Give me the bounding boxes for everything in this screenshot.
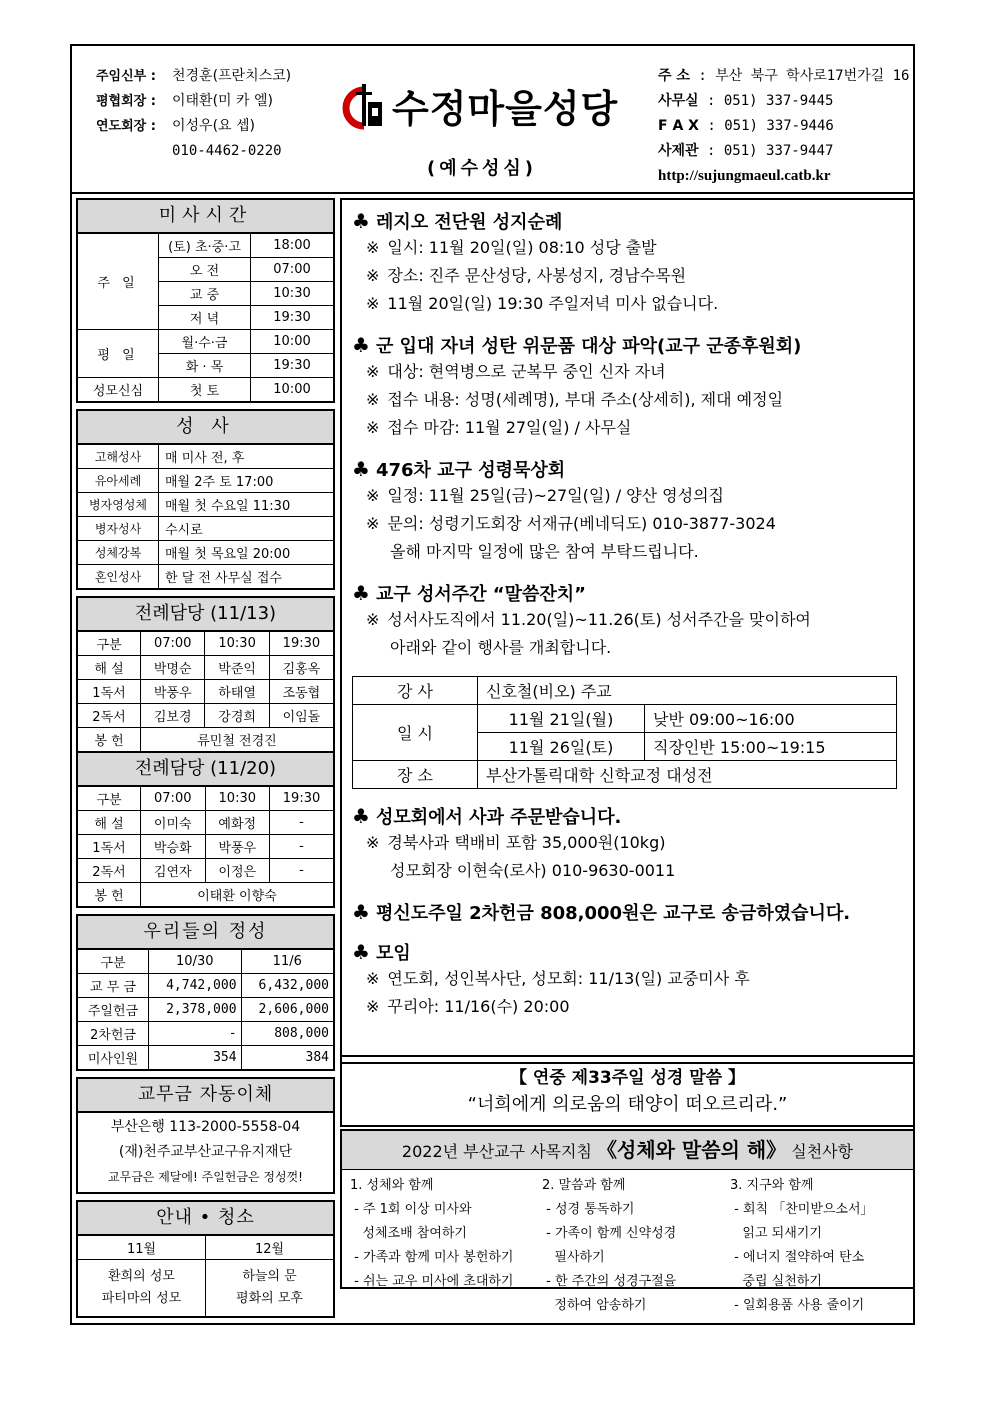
bulletin-header: [72, 46, 913, 194]
reference-mark-icon: ※: [366, 833, 380, 852]
announcement-title-text: 레지오 전단원 성지순례: [375, 212, 563, 233]
guide-line: - 쉬는 교우 미사에 초대하기: [350, 1274, 514, 1289]
guide-line: 필사하기: [542, 1250, 605, 1265]
announcement-title: [352, 456, 903, 482]
guide-line: 2. 말씀과 함께: [542, 1178, 626, 1193]
announcement-line-text: 꾸리아: 11/16(수) 20:00: [387, 997, 570, 1016]
announcement-item: [352, 803, 903, 885]
announcement-line: [352, 857, 903, 885]
reference-mark-icon: ※: [366, 969, 380, 988]
reference-mark-icon: ※: [366, 362, 380, 381]
announcement-line-text: 접수 마감: 11월 27일(일) / 사무실: [387, 418, 632, 437]
guide-line: - 에너지 절약하여 탄소: [730, 1250, 865, 1265]
pastoral-guide: [340, 1129, 915, 1313]
header-contact: 주 소 : 부산 북구 학사로17번가길 16 사무실 : 051) 337-9445 F A X : 051) 337-9446 사제관 : 051) 337-9447 http://sujungmaeul.catb.kr: [658, 64, 909, 189]
announcement-line-text: 11월 20일(일) 19:30 주일저녁 미사 없습니다.: [387, 294, 719, 313]
guide-line: 1. 성체와 함께: [350, 1178, 434, 1193]
announcement-item: [352, 899, 903, 925]
parish-subtitle: (예수성심): [427, 158, 538, 179]
mass-times-title: 미사시간: [78, 200, 333, 234]
transfer-note: 교무금은 제달에! 주일헌금은 정성껏!: [108, 1170, 303, 1184]
guide-line: - 주 1회 이상 미사와: [350, 1202, 472, 1217]
announcement-line: [352, 386, 903, 414]
club-icon: ♣: [352, 804, 370, 828]
announcement-line-text: 성서사도직에서 11.20(일)~11.26(토) 성서주간을 맞이하여: [387, 610, 811, 629]
announcement-line: [352, 482, 903, 510]
club-icon: ♣: [352, 457, 370, 481]
mass-times-box: [76, 198, 335, 403]
liturgy1-table: 구분 07:00 10:30 19:30 해 설 박명순 박준익 김홍옥 1독서 박풍우 하태열 조동협 2독서 김보경 강경희 이임돌 봉 헌 류민철 전경진: [78, 632, 333, 751]
guide-column-earth: [730, 1174, 874, 1318]
announcement-line-text: 성모회장 이현숙(로사) 010-9630-0011: [390, 861, 676, 880]
announcement-line: [352, 290, 903, 318]
offerings-table: 구분 10/30 11/6 교 무 금 4,742,000 6,432,000 주일헌금 2,378,000 2,606,000 2차헌금 - 808,000 미사인원 354 384: [78, 950, 333, 1069]
announcement-line: [352, 262, 903, 290]
announcement-line: [352, 234, 903, 262]
reference-mark-icon: ※: [366, 486, 380, 505]
liturgy2-title: 전례담당 (11/20): [78, 751, 333, 787]
verse-text: “너희에게 의로움의 태양이 떠오르리라.”: [467, 1094, 788, 1115]
announcement-line: [352, 993, 903, 1021]
announcement-line: [352, 414, 903, 442]
announcements: [340, 198, 915, 1064]
parish-name: 수정마을성당: [392, 87, 619, 131]
guide-line: - 한 주간의 성경구절을: [542, 1274, 677, 1289]
announcement-line-text: 문의: 성령기도회장 서재규(베네딕도) 010-3877-3024: [387, 514, 776, 533]
announcement-line-text: 올해 마지막 일정에 많은 참여 부탁드립니다.: [390, 542, 699, 561]
announcement-item: [352, 456, 903, 566]
account-holder: (재)천주교부산교구유지재단: [118, 1144, 293, 1160]
announcement-line: [352, 510, 903, 538]
announcement-title-text: 교구 성서주간 “말씀잔치”: [375, 584, 587, 605]
announcement-title-text: 평신도주일 2차헌금 808,000원은 교구로 송금하였습니다.: [375, 903, 851, 924]
reference-mark-icon: ※: [366, 997, 380, 1016]
announcement-title-text: 모임: [375, 943, 411, 964]
lecture-table: 강 사 신호철(비오) 주교 일 시 11월 21일(월) 낮반 09:00~16:00 11월 26일(토) 직장인반 15:00~19:15 장 소 부산가톨릭대학 신학교정 대성전: [352, 676, 897, 789]
mass-times-table: 주 일 (토) 초·중·고 18:00 오 전 07:00 교 중 10:30 저 녁 19:30 평 일 월·수·금 10:00 화 · 목 19:30 성모신심 첫 토 10:00: [78, 234, 333, 401]
announcement-title: [352, 580, 903, 606]
church-logo-icon: [342, 78, 388, 134]
announcement-line: [352, 634, 903, 662]
club-icon: ♣: [352, 209, 370, 233]
reference-mark-icon: ※: [366, 266, 380, 285]
announcements-top: [352, 208, 903, 662]
offerings-box: [76, 914, 335, 1071]
guide-line: - 성경 통독하기: [542, 1202, 635, 1217]
guide-title: 2022년 부산교구 사목지침 《성체와 말씀의 해》 실천사항: [342, 1131, 913, 1170]
announcement-item: [352, 939, 903, 1021]
announcement-title: [352, 899, 903, 925]
sacraments-box: [76, 409, 335, 590]
announcement-line-text: 일시: 11월 20일(일) 08:10 성당 출발: [387, 238, 657, 257]
announcement-title-text: 476차 교구 성령묵상회: [375, 460, 566, 481]
guide-line: - 일회용품 사용 줄이기: [730, 1298, 865, 1313]
announcement-title-text: 군 입대 자녀 성탄 위문품 대상 파악(교구 군종후원회): [375, 336, 802, 357]
guide-line: 성체조배 참여하기: [350, 1226, 467, 1241]
reference-mark-icon: ※: [366, 238, 380, 257]
website-link[interactable]: http://sujungmaeul.catb.kr: [658, 168, 831, 184]
announcement-line: [352, 829, 903, 857]
weekly-verse: [340, 1055, 915, 1127]
auto-transfer-box: [76, 1077, 335, 1194]
announcement-line: [352, 606, 903, 634]
liturgy1-title: 전례담당 (11/13): [78, 598, 333, 632]
reference-mark-icon: ※: [366, 390, 380, 409]
liturgy2-table: 구분 07:00 10:30 19:30 해 설 이미숙 예화정 - 1독서 박승화 박풍우 - 2독서 김연자 이정은 - 봉 헌 이태환 이향숙: [78, 787, 333, 906]
club-icon: ♣: [352, 333, 370, 357]
announcement-title: [352, 939, 903, 965]
header-staff: 주임신부 : 천경훈(프란치스코) 평협회장 : 이태환(미 카 엘) 연도회장 : 이성우(요 셉) 010-4462-0220: [96, 68, 292, 159]
guide-line: - 회칙 「찬미받으소서」: [730, 1202, 874, 1217]
verse-title: 【 연중 제33주일 성경 말씀 】: [509, 1068, 746, 1088]
announcement-item: [352, 208, 903, 318]
announcement-line-text: 연도회, 성인복사단, 성모회: 11/13(일) 교중미사 후: [387, 969, 750, 988]
guide-column-word: [542, 1174, 676, 1318]
guide-line: 3. 지구와 함께: [730, 1178, 814, 1193]
announcement-line-text: 대상: 현역병으로 군복무 중인 신자 자녀: [387, 362, 666, 381]
auto-transfer-title: 교무금 자동이체: [78, 1079, 333, 1113]
cleaning-table: 11월 12월 환희의 성모 파티마의 성모 하늘의 문 평화의 모후: [78, 1236, 333, 1316]
announcement-item: [352, 332, 903, 442]
announcement-title-text: 성모회에서 사과 주문받습니다.: [375, 807, 622, 828]
guide-line: 읽고 되새기기: [730, 1226, 822, 1241]
reference-mark-icon: ※: [366, 294, 380, 313]
announcement-line-text: 장소: 진주 문산성당, 사봉성지, 경남수목원: [387, 266, 687, 285]
announcement-line-text: 일정: 11월 25일(금)~27일(일) / 양산 영성의집: [387, 486, 724, 505]
announcement-title: [352, 332, 903, 358]
announcements-bottom: [352, 803, 903, 1021]
parish-logo: [342, 74, 642, 134]
cleaning-box: [76, 1200, 335, 1318]
club-icon: ♣: [352, 581, 370, 605]
announcement-line-text: 접수 내용: 성명(세례명), 부대 주소(상세히), 제대 예정일: [387, 390, 784, 409]
announcement-line-text: 아래와 같이 행사를 개최합니다.: [390, 638, 612, 657]
club-icon: ♣: [352, 940, 370, 964]
club-icon: ♣: [352, 900, 370, 924]
announcement-line: [352, 965, 903, 993]
left-column: [76, 198, 335, 1324]
bank-account: 부산은행 113-2000-5558-04: [110, 1119, 301, 1135]
guide-column-eucharist: [350, 1174, 514, 1294]
right-column: [340, 198, 915, 1313]
guide-line: - 가족과 함께 미사 봉헌하기: [350, 1250, 514, 1265]
announcement-title: [352, 208, 903, 234]
guide-line: 중립 실천하기: [730, 1274, 822, 1289]
offerings-title: 우리들의 정성: [78, 916, 333, 950]
liturgy-box: [76, 596, 335, 908]
reference-mark-icon: ※: [366, 610, 380, 629]
announcement-title: [352, 803, 903, 829]
guide-line: - 가족이 함께 신약성경: [542, 1226, 677, 1241]
announcement-item: [352, 580, 903, 662]
sacraments-table: 고해성사 매 미사 전, 후 유아세례 매월 2주 토 17:00 병자영성체 매월 첫 수요일 11:30 병자성사 수시로 성체강복 매월 첫 목요일 20:00 혼인성사 한 달 전 사무실 접수: [78, 445, 333, 588]
sacraments-title: 성 사: [78, 411, 333, 445]
bulletin-page: [70, 44, 915, 1325]
announcement-line: [352, 358, 903, 386]
announcement-line: [352, 538, 903, 566]
guide-line: 정하여 암송하기: [542, 1298, 647, 1313]
reference-mark-icon: ※: [366, 514, 380, 533]
reference-mark-icon: ※: [366, 418, 380, 437]
announcement-line-text: 경북사과 택배비 포함 35,000원(10kg): [387, 833, 666, 852]
cleaning-title: 안내 • 청소: [78, 1202, 333, 1236]
